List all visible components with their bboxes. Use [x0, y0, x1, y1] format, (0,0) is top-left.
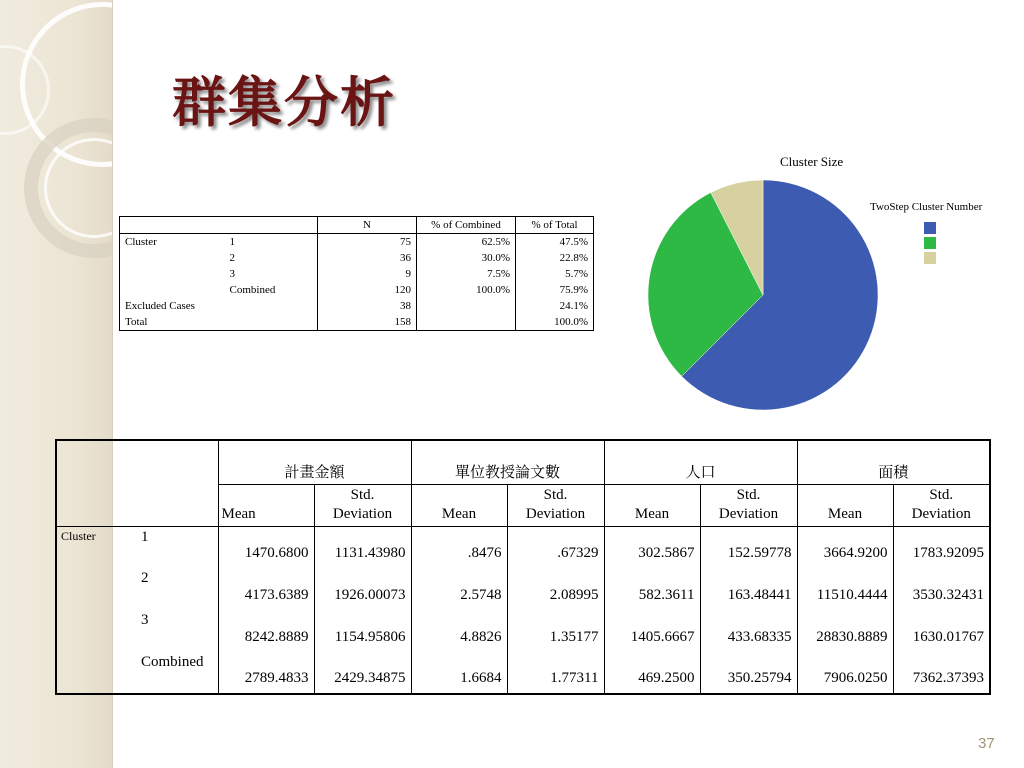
stat-header-std-line1: Std. — [736, 486, 761, 503]
table-cell: 433.68335 — [700, 610, 797, 652]
table-header-row — [120, 217, 594, 234]
cell-pct-combined: 100.0% — [417, 282, 516, 298]
column-header-pct-combined: % of Combined — [417, 217, 516, 234]
table-cell: 1.77311 — [507, 652, 604, 694]
cell-pct-combined: 62.5% — [417, 234, 516, 251]
table-cell: 1470.6800 — [218, 526, 314, 568]
variable-header: 人口 — [604, 440, 797, 484]
table-cell: 469.2500 — [604, 652, 700, 694]
table-cell: 163.48441 — [700, 568, 797, 610]
table-row — [56, 526, 990, 568]
stat-header-std-line1: Std. — [929, 486, 954, 503]
legend-swatch-cluster-2 — [924, 237, 936, 249]
table-cell: 2.5748 — [411, 568, 507, 610]
table-cell: 2.08995 — [507, 568, 604, 610]
row-label: 1 — [229, 236, 235, 248]
table-cell: 1.35177 — [507, 610, 604, 652]
row-label: Combined — [141, 654, 204, 670]
column-header-n: N — [318, 217, 417, 234]
cell-pct-total: 100.0% — [516, 314, 594, 331]
table-cell: 7362.37393 — [893, 652, 990, 694]
stat-header-std — [893, 484, 990, 526]
table-row — [120, 266, 594, 282]
cell-pct-combined: 30.0% — [417, 250, 516, 266]
cell-n: 120 — [318, 282, 417, 298]
table-row — [56, 568, 990, 610]
column-header-pct-total: % of Total — [516, 217, 594, 234]
row-label: Combined — [229, 284, 276, 296]
cell-n: 158 — [318, 314, 417, 331]
legend-swatch-cluster-1 — [924, 222, 936, 234]
stat-header-std-line1: Std. — [543, 486, 568, 503]
table-row — [120, 282, 594, 298]
cell-pct-total: 47.5% — [516, 234, 594, 251]
table-cell: 2429.34875 — [314, 652, 411, 694]
slide-title: 群集分析 — [172, 71, 396, 134]
stat-header-std-line2: Deviation — [332, 505, 393, 522]
cell-pct-combined: 7.5% — [417, 266, 516, 282]
table-cell: 1131.43980 — [314, 526, 411, 568]
row-label: Excluded Cases — [120, 298, 318, 314]
table-row — [120, 250, 594, 266]
variable-header: 面積 — [797, 440, 990, 484]
stat-header-std-line2: Deviation — [911, 505, 971, 522]
variable-header: 單位教授論文數 — [411, 440, 604, 484]
variable-header: 計畫金額 — [218, 440, 411, 484]
row-label: 1 — [141, 528, 149, 545]
table-cell: 7906.0250 — [797, 652, 893, 694]
table-cell: 1926.00073 — [314, 568, 411, 610]
table-row — [56, 652, 990, 694]
stat-header-mean: Mean — [411, 484, 507, 526]
stat-header-mean: Mean — [604, 484, 700, 526]
table-cell: 2789.4833 — [218, 652, 314, 694]
legend-title: TwoStep Cluster Number — [870, 201, 983, 213]
table-cell: 4.8826 — [411, 610, 507, 652]
pie-chart — [640, 172, 890, 422]
row-group-label: Cluster — [61, 528, 96, 543]
stat-header-std — [314, 484, 411, 526]
table-cell: 350.25794 — [700, 652, 797, 694]
stat-header-std — [700, 484, 797, 526]
table-cell: 1154.95806 — [314, 610, 411, 652]
row-label: 2 — [141, 570, 149, 586]
cell-pct-total: 5.7% — [516, 266, 594, 282]
row-label: 3 — [141, 612, 149, 628]
table-cell: 28830.8889 — [797, 610, 893, 652]
table-cell: 302.5867 — [604, 526, 700, 568]
cell-pct-total: 75.9% — [516, 282, 594, 298]
stat-header-std-line1: Std. — [350, 486, 375, 503]
table-cell: 1405.6667 — [604, 610, 700, 652]
table-cell: 152.59778 — [700, 526, 797, 568]
cell-n: 9 — [318, 266, 417, 282]
table-cell: 582.3611 — [604, 568, 700, 610]
row-group-label: Cluster — [120, 234, 225, 251]
table-cell: .8476 — [411, 526, 507, 568]
stat-header-std-line2: Deviation — [718, 505, 779, 522]
cell-pct-total: 22.8% — [516, 250, 594, 266]
centroids-table — [55, 439, 991, 695]
table-row — [120, 234, 594, 251]
page-number: 37 — [978, 735, 995, 752]
stat-header-std — [507, 484, 604, 526]
stat-header-mean: Mean — [797, 484, 893, 526]
cell-n: 75 — [318, 234, 417, 251]
cell-pct-total: 24.1% — [516, 298, 594, 314]
table-cell: 3664.9200 — [797, 526, 893, 568]
table-cell: 11510.4444 — [797, 568, 893, 610]
table-cell: 4173.6389 — [218, 568, 314, 610]
chart-title: Cluster Size — [780, 154, 844, 169]
table-cell: .67329 — [507, 526, 604, 568]
cell-n: 38 — [318, 298, 417, 314]
stat-header-mean: Mean — [218, 484, 314, 526]
corner-cell — [56, 440, 218, 526]
table-row — [120, 298, 594, 314]
table-cell: 8242.8889 — [218, 610, 314, 652]
legend-swatch-cluster-3 — [924, 252, 936, 264]
row-label: 2 — [229, 252, 235, 264]
row-label: Total — [120, 314, 318, 331]
row-label: 3 — [229, 268, 235, 280]
table-cell: 1.6684 — [411, 652, 507, 694]
cell-n: 36 — [318, 250, 417, 266]
table-row — [56, 610, 990, 652]
table-cell: 3530.32431 — [893, 568, 990, 610]
table-header-row — [56, 440, 990, 484]
table-cell: 1783.92095 — [893, 526, 990, 568]
table-cell: 1630.01767 — [893, 610, 990, 652]
table-row — [120, 314, 594, 331]
stat-header-std-line2: Deviation — [525, 505, 586, 522]
cluster-size-table — [119, 216, 594, 331]
